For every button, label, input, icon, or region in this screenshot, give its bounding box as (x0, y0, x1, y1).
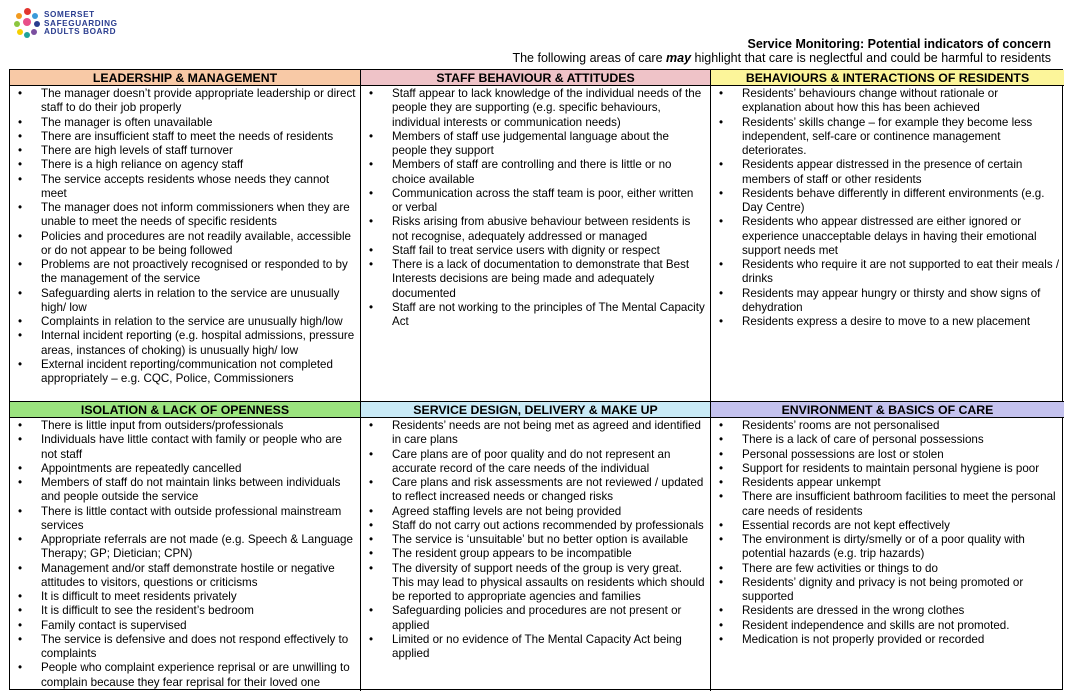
indicator-item: • Safeguarding alerts in relation to the service are unusually high/ low (18, 287, 356, 316)
page-title: Service Monitoring: Potential indicators of concern (747, 37, 1051, 51)
indicator-item: • The service accepts residents whose needs they cannot meet (18, 173, 356, 202)
indicator-item: • There is a lack of documentation to demonstrate that Best Interests decisions are being made and adequately documented (369, 258, 706, 301)
indicator-item: • Appropriate referrals are not made (e.g. Speech & Language Therapy; GP; Dietician; CPN) (18, 533, 356, 562)
indicator-item: • People who complaint experience reprisal or are unwilling to complain because they fear reprisal for their loved one (18, 661, 356, 690)
indicator-item: • There are insufficient staff to meet the needs of residents (18, 130, 356, 144)
logo-text (44, 11, 118, 37)
indicator-item: • Residents appear distressed in the presence of certain members of staff or other residents (719, 158, 1060, 187)
indicator-item: • Personal possessions are lost or stolen (719, 448, 1060, 462)
indicator-item: • There are high levels of staff turnover (18, 144, 356, 158)
indicator-item: • Family contact is supervised (18, 619, 356, 633)
indicator-item: • Staff fail to treat service users with dignity or respect (369, 244, 706, 258)
indicator-item: • Residents’ rooms are not personalised (719, 419, 1060, 433)
indicator-item: • Staff are not working to the principles of The Mental Capacity Act (369, 301, 706, 330)
indicator-item: • The resident group appears to be incompatible (369, 547, 706, 561)
section-heading: SERVICE DESIGN, DELIVERY & MAKE UP (361, 402, 710, 418)
indicator-item: • Communication across the staff team is poor, either written or verbal (369, 187, 706, 216)
subtitle-end: highlight that care is neglectful and could be harmful to residents (691, 51, 1051, 65)
section-heading: LEADERSHIP & MANAGEMENT (10, 70, 360, 86)
indicator-item: • The diversity of support needs of the group is very great. This may lead to physical assaults on residents which should be reported to appropriate agencies and families (369, 562, 706, 605)
section-environment (711, 402, 1064, 691)
section-heading: BEHAVIOURS & INTERACTIONS OF RESIDENTS (711, 70, 1064, 86)
logo-line: SAFEGUARDING (44, 18, 118, 28)
indicator-item: • Agreed staffing levels are not being provided (369, 505, 706, 519)
indicator-item: • Residents’ dignity and privacy is not being promoted or supported (719, 576, 1060, 605)
indicator-item: • Policies and procedures are not readily available, accessible or do not appear to be being followed (18, 230, 356, 259)
section-service-design (361, 402, 711, 691)
section-heading: ENVIRONMENT & BASICS OF CARE (711, 402, 1064, 418)
indicator-item: • Essential records are not kept effectively (719, 519, 1060, 533)
indicator-item: • Safeguarding policies and procedures are not present or applied (369, 604, 706, 633)
indicator-list (361, 418, 710, 661)
section-isolation (10, 402, 361, 691)
logo-line: SOMERSET (44, 10, 95, 20)
indicator-item: • The manager doesn’t provide appropriate leadership or direct staff to do their job properly (18, 87, 356, 116)
subtitle-start: The following areas of care (512, 51, 667, 65)
indicator-item: • Staff appear to lack knowledge of the individual needs of the people they are supporting (e.g. specific behaviours, individual interests or communication needs) (369, 87, 706, 130)
page-subtitle (512, 51, 1051, 65)
indicator-item: • Residents are dressed in the wrong clothes (719, 604, 1060, 618)
indicator-item: • Residents who require it are not supported to eat their meals / drinks (719, 258, 1060, 287)
indicator-item: • It is difficult to meet residents privately (18, 590, 356, 604)
indicator-list (361, 86, 710, 329)
indicator-list (10, 418, 360, 690)
indicator-item: • External incident reporting/communication not completed appropriately – e.g. CQC, Police, Commissioners (18, 358, 356, 387)
indicator-item: • The environment is dirty/smelly or of a poor quality with potential hazards (e.g. trip hazards) (719, 533, 1060, 562)
indicator-item: • Residents appear unkempt (719, 476, 1060, 490)
indicators-table (9, 69, 1063, 690)
indicator-item: • There is little contact with outside professional mainstream services (18, 505, 356, 534)
indicator-item: • Limited or no evidence of The Mental Capacity Act being applied (369, 633, 706, 662)
indicator-item: • There are few activities or things to do (719, 562, 1060, 576)
board-logo (14, 8, 118, 40)
indicator-item: • Residents’ skills change – for example they become less independent, self-care or continence management deteriorates. (719, 116, 1060, 159)
indicator-item: • Residents’ behaviours change without rationale or explanation about how this has been achieved (719, 87, 1060, 116)
indicator-list (711, 418, 1064, 647)
indicator-item: • Appointments are repeatedly cancelled (18, 462, 356, 476)
indicator-item: • Risks arising from abusive behaviour between residents is not recognise, adequately addressed or managed (369, 215, 706, 244)
indicator-item: • Residents express a desire to move to a new placement (719, 315, 1060, 329)
subtitle-emphasis: may (666, 51, 692, 65)
section-staff-behaviour (361, 70, 711, 402)
indicator-item: • Care plans are of poor quality and do not represent an accurate record of the care needs of the individual (369, 448, 706, 477)
indicator-item: • Staff do not carry out actions recommended by professionals (369, 519, 706, 533)
indicator-item: • Residents who appear distressed are either ignored or experience unacceptable delays in having their emotional support needs met (719, 215, 1060, 258)
indicator-item: • Individuals have little contact with family or people who are not staff (18, 433, 356, 462)
indicator-item: • Internal incident reporting (e.g. hospital admissions, pressure areas, instances of choking) is unusually high/ low (18, 329, 356, 358)
indicator-item: • Management and/or staff demonstrate hostile or negative attitudes to visitors, questions or criticisms (18, 562, 356, 591)
indicator-item: • Complaints in relation to the service are unusually high/low (18, 315, 356, 329)
indicator-item: • There is a high reliance on agency staff (18, 158, 356, 172)
indicator-list (10, 86, 360, 386)
indicator-item: • Problems are not proactively recognised or responded to by the management of the service (18, 258, 356, 287)
indicator-item: • The manager does not inform commissioners when they are unable to meet the needs of specific residents (18, 201, 356, 230)
indicator-item: • Residents’ needs are not being met as agreed and identified in care plans (369, 419, 706, 448)
indicator-item: • There is a lack of care of personal possessions (719, 433, 1060, 447)
indicator-item: • It is difficult to see the resident’s bedroom (18, 604, 356, 618)
indicator-item: • Residents behave differently in different environments (e.g. Day Centre) (719, 187, 1060, 216)
indicator-item: • Members of staff use judgemental language about the people they support (369, 130, 706, 159)
indicator-item: • There is little input from outsiders/professionals (18, 419, 356, 433)
indicator-item: • Care plans and risk assessments are not reviewed / updated to reflect increased needs or changed risks (369, 476, 706, 505)
indicator-item: • The service is defensive and does not respond effectively to complaints (18, 633, 356, 662)
indicator-list (711, 86, 1064, 329)
indicator-item: • Support for residents to maintain personal hygiene is poor (719, 462, 1060, 476)
indicator-item: • There are insufficient bathroom facilities to meet the personal care needs of residents (719, 490, 1060, 519)
section-leadership (10, 70, 361, 402)
section-heading: ISOLATION & LACK OF OPENNESS (10, 402, 360, 418)
logo-figures-icon (14, 8, 40, 40)
indicator-item: • The manager is often unavailable (18, 116, 356, 130)
logo-line: ADULTS BOARD (44, 27, 117, 37)
indicator-item: • Members of staff do not maintain links between individuals and people outside the service (18, 476, 356, 505)
indicator-item: • The service is ‘unsuitable’ but no better option is available (369, 533, 706, 547)
section-resident-behaviours (711, 70, 1064, 402)
indicator-item: • Residents may appear hungry or thirsty and show signs of dehydration (719, 287, 1060, 316)
indicator-item: • Members of staff are controlling and there is little or no choice available (369, 158, 706, 187)
indicator-item: • Resident independence and skills are not promoted. (719, 619, 1060, 633)
section-heading: STAFF BEHAVIOUR & ATTITUDES (361, 70, 710, 86)
indicator-item: • Medication is not properly provided or recorded (719, 633, 1060, 647)
